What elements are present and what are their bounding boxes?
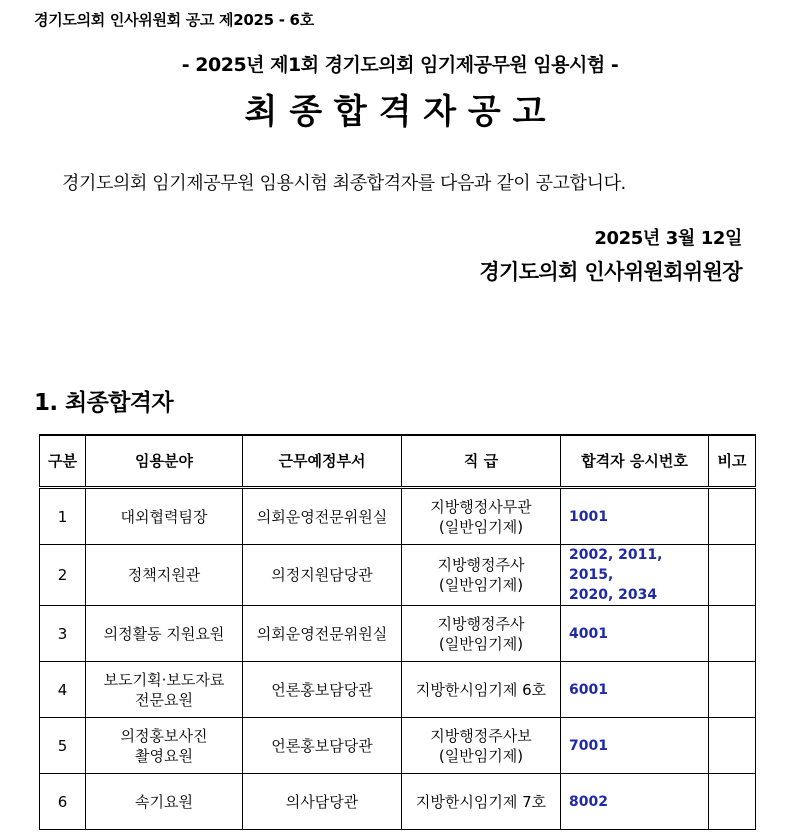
table-row bbox=[40, 488, 756, 545]
header-field: 임용분야 bbox=[86, 435, 243, 488]
cell-department: 의정지원담당관 bbox=[243, 545, 402, 606]
exam-subtitle: - 2025년 제1회 경기도의회 임기제공무원 임용시험 - bbox=[181, 54, 619, 76]
table-header-row bbox=[40, 435, 756, 488]
cell-numbers: 7001 bbox=[561, 718, 709, 774]
cell-no: 3 bbox=[40, 606, 86, 662]
cell-department: 의사담당관 bbox=[243, 774, 402, 830]
cell-grade: 지방한시임기제 6호 bbox=[402, 662, 561, 718]
cell-grade: 지방행정주사 (일반임기제) bbox=[402, 545, 561, 606]
cell-no: 6 bbox=[40, 774, 86, 830]
cell-grade: 지방행정주사 (일반임기제) bbox=[402, 606, 561, 662]
cell-numbers: 6001 bbox=[561, 662, 709, 718]
cell-numbers: 4001 bbox=[561, 606, 709, 662]
cell-numbers: 2002, 2011, 2015, 2020, 2034 bbox=[561, 545, 709, 606]
cell-remarks bbox=[709, 606, 756, 662]
cell-grade: 지방한시임기제 7호 bbox=[402, 774, 561, 830]
cell-field: 속기요원 bbox=[86, 774, 243, 830]
intro-paragraph: 경기도의회 임기제공무원 임용시험 최종합격자를 다음과 같이 공고합니다. bbox=[62, 173, 626, 194]
header-remarks: 비고 bbox=[709, 435, 756, 488]
cell-remarks bbox=[709, 662, 756, 718]
table-row bbox=[40, 718, 756, 774]
header-no: 구분 bbox=[40, 435, 86, 488]
cell-remarks bbox=[709, 718, 756, 774]
cell-field: 의정활동 지원요원 bbox=[86, 606, 243, 662]
header-department: 근무예정부서 bbox=[243, 435, 402, 488]
cell-department: 언론홍보담당관 bbox=[243, 662, 402, 718]
cell-no: 5 bbox=[40, 718, 86, 774]
cell-numbers: 8002 bbox=[561, 774, 709, 830]
cell-remarks bbox=[709, 774, 756, 830]
cell-no: 4 bbox=[40, 662, 86, 718]
cell-department: 언론홍보담당관 bbox=[243, 718, 402, 774]
table-row bbox=[40, 662, 756, 718]
header-numbers: 합격자 응시번호 bbox=[561, 435, 709, 488]
results-table bbox=[39, 434, 756, 830]
cell-field: 정책지원관 bbox=[86, 545, 243, 606]
cell-field: 대외협력팀장 bbox=[86, 488, 243, 545]
cell-grade: 지방행정주사보 (일반임기제) bbox=[402, 718, 561, 774]
page-title: 최 종 합 격 자 공 고 bbox=[244, 92, 546, 132]
cell-no: 1 bbox=[40, 488, 86, 545]
cell-department: 의회운영전문위원실 bbox=[243, 606, 402, 662]
cell-grade: 지방행정사무관 (일반임기제) bbox=[402, 488, 561, 545]
cell-numbers: 1001 bbox=[561, 488, 709, 545]
cell-remarks bbox=[709, 545, 756, 606]
signer: 경기도의회 인사위원회위원장 bbox=[479, 260, 742, 284]
notice-number: 경기도의회 인사위원회 공고 제2025 - 6호 bbox=[34, 11, 314, 29]
cell-no: 2 bbox=[40, 545, 86, 606]
cell-field: 보도기획·보도자료 전문요원 bbox=[86, 662, 243, 718]
table-row bbox=[40, 774, 756, 830]
announcement-date: 2025년 3월 12일 bbox=[594, 228, 742, 249]
section-heading: 1. 최종합격자 bbox=[34, 390, 174, 416]
header-grade: 직 급 bbox=[402, 435, 561, 488]
cell-field: 의정홍보사진 촬영요원 bbox=[86, 718, 243, 774]
table-row bbox=[40, 606, 756, 662]
cell-remarks bbox=[709, 488, 756, 545]
cell-department: 의회운영전문위원실 bbox=[243, 488, 402, 545]
table-row bbox=[40, 545, 756, 606]
